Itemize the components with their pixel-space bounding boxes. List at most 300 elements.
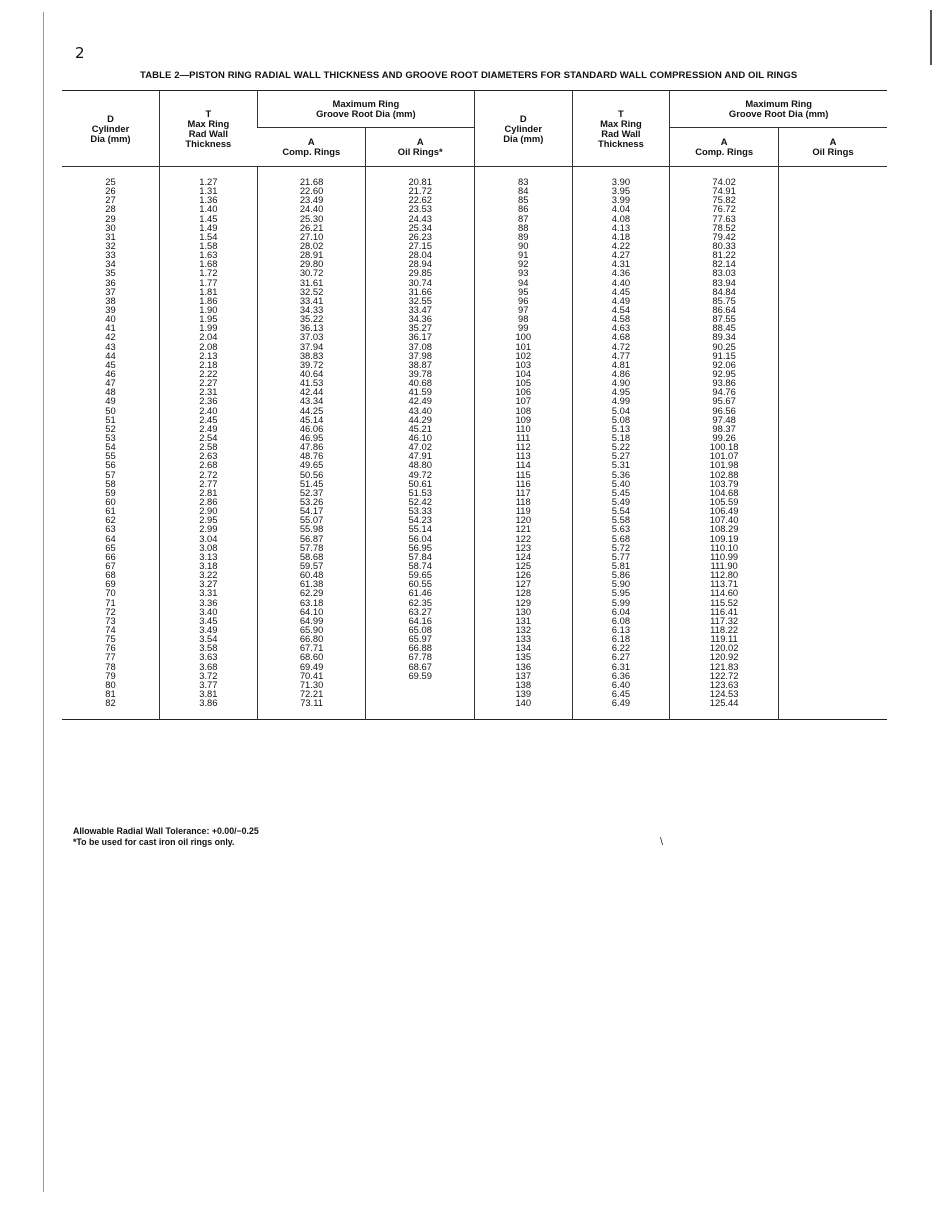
cell-comp-ring-dia: 44.25 bbox=[257, 406, 366, 415]
cell-cylinder-dia: 121 bbox=[475, 524, 572, 533]
cell-oil-ring-dia: 20.81 bbox=[366, 167, 475, 187]
cell-cylinder-dia: 52 bbox=[105, 422, 116, 434]
cell-cylinder-dia: 112 bbox=[475, 442, 572, 451]
cell-oil-ring-dia: 56.04 bbox=[366, 533, 475, 542]
cell-oil-ring-dia bbox=[778, 442, 887, 451]
cell-comp-ring-dia: 45.14 bbox=[257, 415, 366, 424]
cell-comp-ring-dia: 56.87 bbox=[257, 533, 366, 542]
cell-cylinder-dia: 59 bbox=[105, 486, 116, 498]
cell-oil-ring-dia bbox=[778, 689, 887, 698]
cell-comp-ring-dia: 41.53 bbox=[257, 378, 366, 387]
cell-max-thickness: 6.49 bbox=[572, 698, 670, 720]
cell-oil-ring-dia: 53.33 bbox=[366, 506, 475, 515]
cell-cylinder-dia: 89 bbox=[475, 232, 572, 241]
cell-oil-ring-dia: 65.97 bbox=[366, 634, 475, 643]
stray-mark: \ bbox=[660, 836, 664, 848]
cell-comp-ring-dia: 92.95 bbox=[670, 369, 779, 378]
cell-comp-ring-dia: 112.80 bbox=[670, 570, 779, 579]
cell-max-thickness: 2.49 bbox=[159, 424, 257, 433]
cell-oil-ring-dia: 61.46 bbox=[366, 588, 475, 597]
cell-comp-ring-dia: 24.40 bbox=[257, 204, 366, 213]
cell-cylinder-dia: 123 bbox=[475, 543, 572, 552]
cell-cylinder-dia: 57 bbox=[105, 468, 116, 480]
table-row bbox=[62, 223, 887, 232]
cell-cylinder-dia: 70 bbox=[105, 587, 116, 599]
table-row bbox=[62, 497, 887, 506]
cell-comp-ring-dia: 124.53 bbox=[670, 689, 779, 698]
cell-comp-ring-dia: 99.26 bbox=[670, 433, 779, 442]
cell-comp-ring-dia: 101.07 bbox=[670, 451, 779, 460]
table-row bbox=[62, 378, 887, 387]
cell-cylinder-dia: 26 bbox=[105, 185, 116, 197]
cell-max-thickness: 5.22 bbox=[572, 442, 670, 451]
cell-comp-ring-dia: 29.80 bbox=[257, 259, 366, 268]
cell-cylinder-dia: 55 bbox=[105, 450, 116, 462]
cell-comp-ring-dia: 121.83 bbox=[670, 661, 779, 670]
cell-comp-ring-dia: 33.41 bbox=[257, 296, 366, 305]
cell-oil-ring-dia: 34.36 bbox=[366, 314, 475, 323]
cell-max-thickness: 3.63 bbox=[159, 652, 257, 661]
cell-oil-ring-dia: 37.98 bbox=[366, 351, 475, 360]
cell-max-thickness: 2.36 bbox=[159, 396, 257, 405]
cell-max-thickness: 2.22 bbox=[159, 369, 257, 378]
cell-comp-ring-dia: 84.84 bbox=[670, 287, 779, 296]
cell-max-thickness: 5.04 bbox=[572, 406, 670, 415]
cell-oil-ring-dia bbox=[778, 570, 887, 579]
cell-max-thickness: 2.58 bbox=[159, 442, 257, 451]
cell-cylinder-dia: 76 bbox=[105, 642, 116, 654]
cell-comp-ring-dia: 28.02 bbox=[257, 241, 366, 250]
cell-max-thickness: 5.63 bbox=[572, 524, 670, 533]
cell-max-thickness: 6.08 bbox=[572, 616, 670, 625]
cell-max-thickness: 4.77 bbox=[572, 351, 670, 360]
table-row bbox=[62, 689, 887, 698]
cell-max-thickness: 5.77 bbox=[572, 552, 670, 561]
cell-cylinder-dia: 124 bbox=[475, 552, 572, 561]
table-row bbox=[62, 607, 887, 616]
cell-comp-ring-dia: 46.95 bbox=[257, 433, 366, 442]
cell-cylinder-dia: 93 bbox=[475, 268, 572, 277]
cell-cylinder-dia: 67 bbox=[105, 559, 116, 571]
cell-oil-ring-dia bbox=[778, 597, 887, 606]
cell-comp-ring-dia: 93.86 bbox=[670, 378, 779, 387]
cell-max-thickness: 5.95 bbox=[572, 588, 670, 597]
cell-cylinder-dia: 35 bbox=[105, 267, 116, 279]
table-row bbox=[62, 561, 887, 570]
cell-cylinder-dia: 84 bbox=[475, 186, 572, 195]
header-max-ring-thickness-right: T Max Ring Rad Wall Thickness bbox=[572, 91, 670, 167]
cell-max-thickness: 3.36 bbox=[159, 597, 257, 606]
cell-cylinder-dia: 30 bbox=[105, 221, 116, 233]
cell-oil-ring-dia bbox=[778, 223, 887, 232]
cell-oil-ring-dia: 48.80 bbox=[366, 460, 475, 469]
cell-max-thickness: 6.45 bbox=[572, 689, 670, 698]
cell-max-thickness: 6.18 bbox=[572, 634, 670, 643]
cell-comp-ring-dia: 77.63 bbox=[670, 214, 779, 223]
cell-cylinder-dia: 71 bbox=[105, 596, 116, 608]
cell-max-thickness: 3.31 bbox=[159, 588, 257, 597]
cell-comp-ring-dia: 98.37 bbox=[670, 424, 779, 433]
cell-oil-ring-dia bbox=[778, 204, 887, 213]
cell-comp-ring-dia: 109.19 bbox=[670, 533, 779, 542]
cell-oil-ring-dia: 66.88 bbox=[366, 643, 475, 652]
cell-oil-ring-dia bbox=[778, 607, 887, 616]
cell-cylinder-dia: 96 bbox=[475, 296, 572, 305]
cell-cylinder-dia: 131 bbox=[475, 616, 572, 625]
cell-cylinder-dia: 40 bbox=[105, 313, 116, 325]
cell-oil-ring-dia: 69.59 bbox=[366, 671, 475, 680]
cell-oil-ring-dia bbox=[778, 579, 887, 588]
cell-comp-ring-dia: 110.99 bbox=[670, 552, 779, 561]
cell-cylinder-dia: 37 bbox=[105, 285, 116, 297]
cell-max-thickness: 2.77 bbox=[159, 479, 257, 488]
cell-max-thickness: 2.08 bbox=[159, 342, 257, 351]
cell-max-thickness: 1.68 bbox=[159, 259, 257, 268]
table-row bbox=[62, 488, 887, 497]
cell-cylinder-dia: 75 bbox=[105, 633, 116, 645]
cell-comp-ring-dia: 87.55 bbox=[670, 314, 779, 323]
cell-oil-ring-dia: 28.94 bbox=[366, 259, 475, 268]
table-row bbox=[62, 186, 887, 195]
table-title: TABLE 2—PISTON RING RADIAL WALL THICKNESS AND GROOVE ROOT DIAMETERS FOR STANDARD WALL COMPRESSION AND OIL RINGS bbox=[140, 70, 798, 81]
cell-oil-ring-dia bbox=[778, 460, 887, 469]
cell-oil-ring-dia: 65.08 bbox=[366, 625, 475, 634]
header-cylinder-dia-left: D Cylinder Dia (mm) bbox=[62, 91, 159, 167]
cell-comp-ring-dia: 81.22 bbox=[670, 250, 779, 259]
cell-oil-ring-dia: 23.53 bbox=[366, 204, 475, 213]
cell-cylinder-dia: 86 bbox=[475, 204, 572, 213]
cell-max-thickness: 4.86 bbox=[572, 369, 670, 378]
cell-comp-ring-dia: 83.03 bbox=[670, 268, 779, 277]
cell-oil-ring-dia bbox=[778, 186, 887, 195]
cell-oil-ring-dia: 57.84 bbox=[366, 552, 475, 561]
cell-oil-ring-dia bbox=[778, 232, 887, 241]
table-row bbox=[62, 680, 887, 689]
cell-cylinder-dia: 127 bbox=[475, 579, 572, 588]
cell-oil-ring-dia: 35.27 bbox=[366, 323, 475, 332]
cell-comp-ring-dia: 34.33 bbox=[257, 305, 366, 314]
cell-comp-ring-dia: 95.67 bbox=[670, 396, 779, 405]
cell-max-thickness: 2.45 bbox=[159, 415, 257, 424]
cell-oil-ring-dia: 42.49 bbox=[366, 396, 475, 405]
cell-oil-ring-dia bbox=[778, 680, 887, 689]
cell-comp-ring-dia: 49.65 bbox=[257, 460, 366, 469]
cell-oil-ring-dia: 41.59 bbox=[366, 387, 475, 396]
cell-comp-ring-dia: 47.86 bbox=[257, 442, 366, 451]
cell-cylinder-dia: 100 bbox=[475, 332, 572, 341]
cell-comp-ring-dia: 94.76 bbox=[670, 387, 779, 396]
cell-max-thickness: 4.27 bbox=[572, 250, 670, 259]
cell-max-thickness: 1.58 bbox=[159, 241, 257, 250]
cell-oil-ring-dia: 46.10 bbox=[366, 433, 475, 442]
cell-max-thickness: 2.72 bbox=[159, 470, 257, 479]
cell-max-thickness: 3.27 bbox=[159, 579, 257, 588]
table-row bbox=[62, 533, 887, 542]
cell-oil-ring-dia bbox=[778, 287, 887, 296]
table-row bbox=[62, 259, 887, 268]
cell-comp-ring-dia: 58.68 bbox=[257, 552, 366, 561]
cell-max-thickness: 6.31 bbox=[572, 661, 670, 670]
table-header bbox=[62, 91, 887, 167]
cell-comp-ring-dia: 62.29 bbox=[257, 588, 366, 597]
cell-oil-ring-dia: 28.04 bbox=[366, 250, 475, 259]
cell-oil-ring-dia: 62.35 bbox=[366, 597, 475, 606]
cell-max-thickness: 1.72 bbox=[159, 268, 257, 277]
cell-oil-ring-dia: 44.29 bbox=[366, 415, 475, 424]
cell-max-thickness: 5.18 bbox=[572, 433, 670, 442]
cell-oil-ring-dia: 45.21 bbox=[366, 424, 475, 433]
cell-max-thickness: 6.04 bbox=[572, 607, 670, 616]
cell-cylinder-dia: 120 bbox=[475, 515, 572, 524]
table-row bbox=[62, 268, 887, 277]
cell-max-thickness: 5.90 bbox=[572, 579, 670, 588]
cell-max-thickness: 3.45 bbox=[159, 616, 257, 625]
cell-cylinder-dia: 63 bbox=[105, 523, 116, 535]
cell-oil-ring-dia: 50.61 bbox=[366, 479, 475, 488]
cell-comp-ring-dia: 64.99 bbox=[257, 616, 366, 625]
table-row bbox=[62, 250, 887, 259]
header-cylinder-dia-right: D Cylinder Dia (mm) bbox=[475, 91, 572, 167]
cell-cylinder-dia: 116 bbox=[475, 479, 572, 488]
cell-cylinder-dia: 99 bbox=[475, 323, 572, 332]
cell-cylinder-dia: 101 bbox=[475, 342, 572, 351]
cell-cylinder-dia: 66 bbox=[105, 550, 116, 562]
cell-max-thickness: 1.36 bbox=[159, 195, 257, 204]
cell-comp-ring-dia: 75.82 bbox=[670, 195, 779, 204]
cell-oil-ring-dia bbox=[778, 415, 887, 424]
cell-comp-ring-dia: 65.90 bbox=[257, 625, 366, 634]
cell-max-thickness: 5.08 bbox=[572, 415, 670, 424]
cell-comp-ring-dia: 120.02 bbox=[670, 643, 779, 652]
cell-comp-ring-dia: 30.72 bbox=[257, 268, 366, 277]
page-number: 2 bbox=[75, 44, 85, 62]
cell-max-thickness: 1.49 bbox=[159, 223, 257, 232]
table-row bbox=[62, 460, 887, 469]
cell-cylinder-dia: 137 bbox=[475, 671, 572, 680]
cell-comp-ring-dia: 74.91 bbox=[670, 186, 779, 195]
cell-oil-ring-dia bbox=[778, 643, 887, 652]
table-row bbox=[62, 671, 887, 680]
cell-cylinder-dia: 92 bbox=[475, 259, 572, 268]
table-row bbox=[62, 424, 887, 433]
cell-comp-ring-dia: 119.11 bbox=[670, 634, 779, 643]
cell-comp-ring-dia: 32.52 bbox=[257, 287, 366, 296]
cell-cylinder-dia: 81 bbox=[105, 687, 116, 699]
table-row bbox=[62, 278, 887, 287]
cell-comp-ring-dia: 71.30 bbox=[257, 680, 366, 689]
header-comp-rings-left: A Comp. Rings bbox=[257, 128, 366, 167]
cell-oil-ring-dia bbox=[778, 323, 887, 332]
table-row bbox=[62, 195, 887, 204]
cell-comp-ring-dia: 54.17 bbox=[257, 506, 366, 515]
scan-edge-mark bbox=[930, 10, 932, 65]
cell-cylinder-dia: 25 bbox=[105, 176, 116, 188]
cell-max-thickness: 4.58 bbox=[572, 314, 670, 323]
cell-max-thickness: 6.36 bbox=[572, 671, 670, 680]
cell-cylinder-dia: 43 bbox=[105, 340, 116, 352]
cell-oil-ring-dia: 21.72 bbox=[366, 186, 475, 195]
cell-max-thickness: 4.99 bbox=[572, 396, 670, 405]
cell-max-thickness: 5.99 bbox=[572, 597, 670, 606]
cell-cylinder-dia: 80 bbox=[105, 678, 116, 690]
cell-cylinder-dia: 136 bbox=[475, 661, 572, 670]
cell-comp-ring-dia: 55.07 bbox=[257, 515, 366, 524]
cell-comp-ring-dia: 37.94 bbox=[257, 342, 366, 351]
cell-comp-ring-dia: 90.25 bbox=[670, 342, 779, 351]
cell-comp-ring-dia: 28.91 bbox=[257, 250, 366, 259]
cell-cylinder-dia: 31 bbox=[105, 230, 116, 242]
cell-max-thickness: 3.99 bbox=[572, 195, 670, 204]
cell-oil-ring-dia bbox=[778, 351, 887, 360]
cell-max-thickness: 5.86 bbox=[572, 570, 670, 579]
cell-comp-ring-dia: 26.21 bbox=[257, 223, 366, 232]
cell-oil-ring-dia bbox=[778, 332, 887, 341]
cell-oil-ring-dia bbox=[778, 241, 887, 250]
table-row bbox=[62, 451, 887, 460]
cell-comp-ring-dia: 59.57 bbox=[257, 561, 366, 570]
cell-cylinder-dia: 72 bbox=[105, 605, 116, 617]
cell-comp-ring-dia: 118.22 bbox=[670, 625, 779, 634]
cell-oil-ring-dia: 67.78 bbox=[366, 652, 475, 661]
cell-comp-ring-dia: 69.49 bbox=[257, 661, 366, 670]
cell-max-thickness: 2.54 bbox=[159, 433, 257, 442]
cell-oil-ring-dia bbox=[778, 671, 887, 680]
table-row bbox=[62, 167, 887, 187]
cell-max-thickness: 1.54 bbox=[159, 232, 257, 241]
cell-cylinder-dia: 138 bbox=[475, 680, 572, 689]
table-row bbox=[62, 634, 887, 643]
cell-max-thickness: 3.81 bbox=[159, 689, 257, 698]
cell-comp-ring-dia: 36.13 bbox=[257, 323, 366, 332]
cell-oil-ring-dia: 68.67 bbox=[366, 661, 475, 670]
cell-max-thickness: 3.86 bbox=[159, 698, 257, 720]
cell-max-thickness: 4.22 bbox=[572, 241, 670, 250]
cell-cylinder-dia: 78 bbox=[105, 660, 116, 672]
cell-cylinder-dia: 113 bbox=[475, 451, 572, 460]
cell-max-thickness: 4.68 bbox=[572, 332, 670, 341]
table-row bbox=[62, 515, 887, 524]
table-row bbox=[62, 661, 887, 670]
header-groove-root-dia-left: Maximum Ring Groove Root Dia (mm) bbox=[257, 91, 474, 128]
cell-cylinder-dia: 85 bbox=[475, 195, 572, 204]
cell-oil-ring-dia bbox=[778, 488, 887, 497]
table-row bbox=[62, 415, 887, 424]
cell-oil-ring-dia: 59.65 bbox=[366, 570, 475, 579]
cell-max-thickness: 1.95 bbox=[159, 314, 257, 323]
cell-cylinder-dia: 125 bbox=[475, 561, 572, 570]
cell-max-thickness: 2.68 bbox=[159, 460, 257, 469]
cell-cylinder-dia: 122 bbox=[475, 533, 572, 542]
cell-comp-ring-dia: 53.26 bbox=[257, 497, 366, 506]
cell-cylinder-dia: 29 bbox=[105, 212, 116, 224]
table-row bbox=[62, 387, 887, 396]
cell-oil-ring-dia: 51.53 bbox=[366, 488, 475, 497]
cell-max-thickness: 2.81 bbox=[159, 488, 257, 497]
table-row bbox=[62, 232, 887, 241]
table-row bbox=[62, 652, 887, 661]
cell-cylinder-dia: 110 bbox=[475, 424, 572, 433]
cell-oil-ring-dia bbox=[366, 689, 475, 698]
cell-cylinder-dia: 95 bbox=[475, 287, 572, 296]
cell-max-thickness: 5.54 bbox=[572, 506, 670, 515]
cell-comp-ring-dia: 76.72 bbox=[670, 204, 779, 213]
cell-comp-ring-dia: 37.03 bbox=[257, 332, 366, 341]
cell-max-thickness: 3.77 bbox=[159, 680, 257, 689]
cell-max-thickness: 5.58 bbox=[572, 515, 670, 524]
cell-oil-ring-dia bbox=[778, 167, 887, 187]
cell-cylinder-dia: 102 bbox=[475, 351, 572, 360]
cell-oil-ring-dia: 27.15 bbox=[366, 241, 475, 250]
cell-oil-ring-dia: 31.66 bbox=[366, 287, 475, 296]
cell-cylinder-dia: 134 bbox=[475, 643, 572, 652]
cell-max-thickness: 2.63 bbox=[159, 451, 257, 460]
cell-max-thickness: 1.81 bbox=[159, 287, 257, 296]
cell-cylinder-dia: 42 bbox=[105, 331, 116, 343]
cell-oil-ring-dia bbox=[778, 515, 887, 524]
cell-comp-ring-dia: 55.98 bbox=[257, 524, 366, 533]
cell-oil-ring-dia bbox=[778, 378, 887, 387]
cell-max-thickness: 1.45 bbox=[159, 214, 257, 223]
cell-max-thickness: 4.72 bbox=[572, 342, 670, 351]
cell-max-thickness: 4.45 bbox=[572, 287, 670, 296]
cell-oil-ring-dia bbox=[778, 506, 887, 515]
cell-cylinder-dia: 140 bbox=[475, 698, 572, 720]
cell-comp-ring-dia: 61.38 bbox=[257, 579, 366, 588]
cell-comp-ring-dia: 102.88 bbox=[670, 470, 779, 479]
cell-max-thickness: 3.58 bbox=[159, 643, 257, 652]
cell-oil-ring-dia bbox=[778, 552, 887, 561]
table-row bbox=[62, 314, 887, 323]
cell-oil-ring-dia bbox=[778, 296, 887, 305]
cell-oil-ring-dia bbox=[778, 214, 887, 223]
cell-oil-ring-dia bbox=[778, 342, 887, 351]
table-row bbox=[62, 643, 887, 652]
cell-cylinder-dia: 91 bbox=[475, 250, 572, 259]
cell-max-thickness: 3.54 bbox=[159, 634, 257, 643]
cell-oil-ring-dia: 30.74 bbox=[366, 278, 475, 287]
cell-comp-ring-dia: 116.41 bbox=[670, 607, 779, 616]
cell-max-thickness: 1.99 bbox=[159, 323, 257, 332]
table-row bbox=[62, 543, 887, 552]
cell-cylinder-dia: 139 bbox=[475, 689, 572, 698]
cell-cylinder-dia: 90 bbox=[475, 241, 572, 250]
cell-cylinder-dia: 64 bbox=[105, 532, 116, 544]
cell-comp-ring-dia: 97.48 bbox=[670, 415, 779, 424]
cell-max-thickness: 2.31 bbox=[159, 387, 257, 396]
cell-cylinder-dia: 119 bbox=[475, 506, 572, 515]
table-row bbox=[62, 588, 887, 597]
table-row bbox=[62, 442, 887, 451]
cell-max-thickness: 4.13 bbox=[572, 223, 670, 232]
cell-oil-ring-dia: 36.17 bbox=[366, 332, 475, 341]
cell-comp-ring-dia: 57.78 bbox=[257, 543, 366, 552]
cell-cylinder-dia: 32 bbox=[105, 240, 116, 252]
cell-oil-ring-dia bbox=[366, 698, 475, 720]
cell-cylinder-dia: 83 bbox=[475, 167, 572, 187]
cell-cylinder-dia: 27 bbox=[105, 194, 116, 206]
cell-cylinder-dia: 129 bbox=[475, 597, 572, 606]
cell-cylinder-dia: 132 bbox=[475, 625, 572, 634]
cell-oil-ring-dia bbox=[778, 588, 887, 597]
cell-oil-ring-dia bbox=[778, 451, 887, 460]
table-row bbox=[62, 470, 887, 479]
cell-max-thickness: 4.54 bbox=[572, 305, 670, 314]
cell-oil-ring-dia: 37.08 bbox=[366, 342, 475, 351]
footnote: *To be used for cast iron oil rings only. bbox=[73, 837, 235, 847]
table-row bbox=[62, 479, 887, 488]
cell-max-thickness: 1.86 bbox=[159, 296, 257, 305]
cell-oil-ring-dia: 47.91 bbox=[366, 451, 475, 460]
